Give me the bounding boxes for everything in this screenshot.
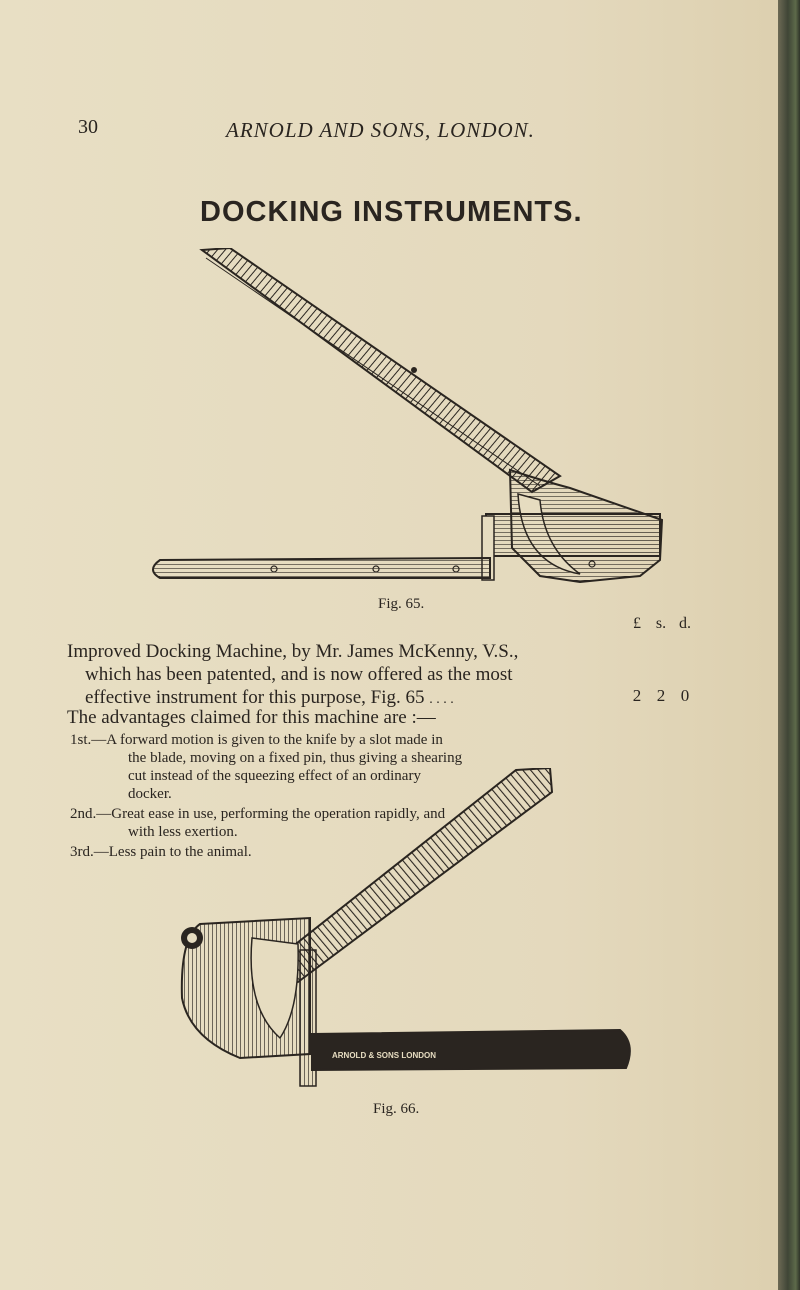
advantage-1-line-3: cut instead of the squeezing effect of an ordinary (128, 768, 421, 784)
price-shillings: 2 (656, 686, 666, 705)
advantages-intro: The advantages claimed for this machine are :— (67, 707, 436, 728)
stamp-text: ARNOLD & SONS LONDON (332, 1051, 436, 1060)
price-pounds: 2 (632, 686, 642, 705)
product-line-1: Improved Docking Machine, by Mr. James McKenny, V.S., (67, 641, 519, 662)
price-pence: 0 (680, 686, 690, 705)
figure-66-docking-machine (160, 768, 640, 1092)
product-description (67, 640, 657, 711)
shillings-header: s. (655, 615, 667, 632)
price-column-header (625, 615, 765, 633)
figure-66-caption: Fig. 66. (373, 1101, 420, 1117)
pence-header: d. (679, 615, 691, 632)
figure-65-caption: Fig. 65. (378, 596, 425, 612)
product-price (625, 686, 765, 706)
figure-65-docking-machine (140, 248, 680, 588)
advantage-1-line-2: the blade, moving on a fixed pin, thus giving a shearing (128, 750, 463, 766)
product-line-2: which has been patented, and is now offered as the most (85, 664, 513, 685)
section-title: DOCKING INSTRUMENTS. (200, 196, 583, 228)
book-spine-edge (778, 0, 800, 1290)
advantage-2-line-1: 2nd.—Great ease in use, performing the operation rapidly, and (70, 806, 446, 822)
advantage-1-line-1: 1st.—A forward motion is given to the knife by a slot made in (70, 732, 443, 748)
product-line-3: effective instrument for this purpose, Fig. 65 (85, 687, 425, 708)
advantage-1-line-4: docker. (128, 786, 172, 802)
dot-leader: . . . . (429, 692, 454, 707)
advantage-2-line-2: with less exertion. (128, 824, 238, 840)
page-number: 30 (78, 116, 98, 138)
running-head: ARNOLD AND SONS, LONDON. (226, 118, 535, 142)
pounds-header: £ (633, 615, 641, 632)
advantage-3-line-1: 3rd.—Less pain to the animal. (70, 844, 252, 860)
